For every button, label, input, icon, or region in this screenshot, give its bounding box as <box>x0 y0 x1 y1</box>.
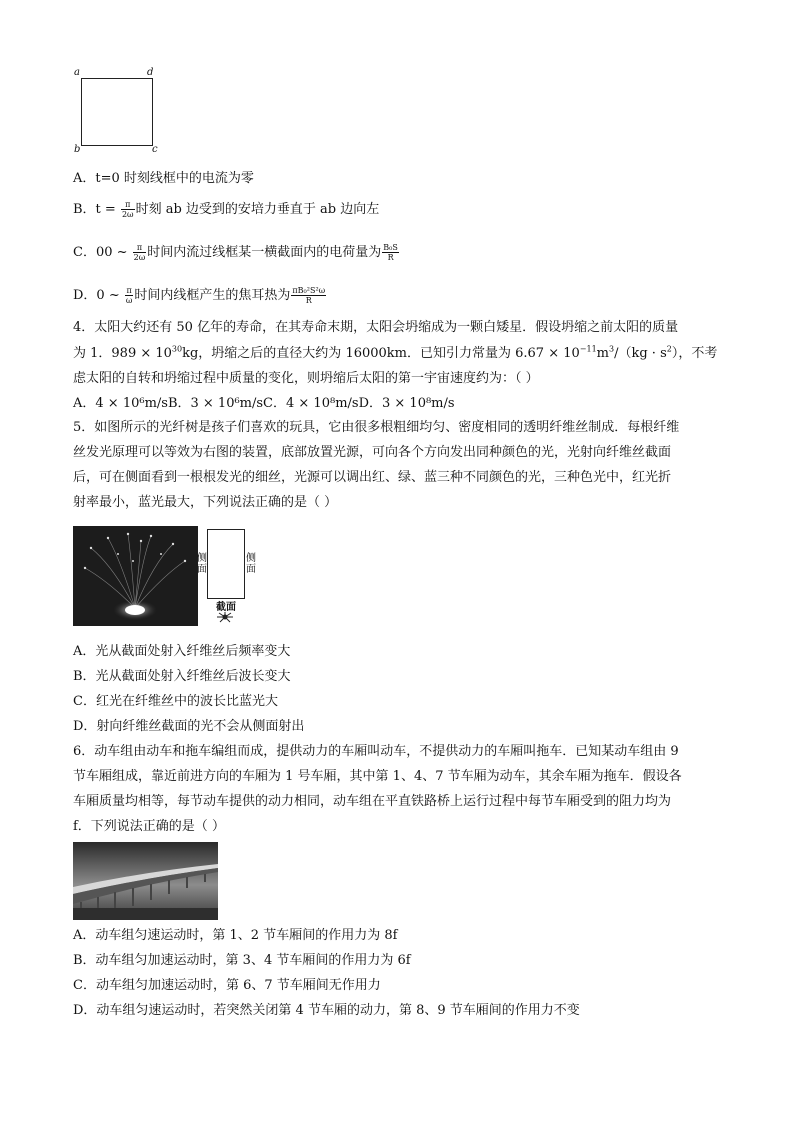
light-source-icon <box>216 611 234 627</box>
q5-stem-line3: 后，可在侧面看到一根根发光的细丝，光源可以调出红、绿、蓝三种不同颜色的光，三种色光中，红光折 <box>73 470 672 485</box>
q5-option-b: B．光从截面处射入纤维丝后波长变大 <box>73 669 291 684</box>
q6-option-c: C．动车组匀加速运动时，第 6、7 节车厢间无作用力 <box>73 978 381 993</box>
q5-option-c: C．红光在纤维丝中的波长比蓝光大 <box>73 694 278 709</box>
q6-stem-line3: 车厢质量均相等，每节动车提供的动力相同，动车组在平直铁路桥上运行过程中每节车厢受到的阻力均为 <box>73 794 672 809</box>
q5-stem-line2: 丝发光原理可以等效为右图的装置，底部放置光源，可向各个方向发出同种颜色的光，光射向纤维丝截面 <box>73 445 672 460</box>
label-a: a <box>74 67 80 78</box>
q4-stem-line3: 虑太阳的自转和坍缩过程中质量的变化，则坍缩后太阳的第一宇宙速度约为：（ ） <box>73 371 539 386</box>
q6-option-d: D．动车组匀速运动时，若突然关闭第 4 节车厢的动力，第 8、9 节车厢间的作用力不变 <box>73 1003 580 1018</box>
q4-stem-line2: 为 1．$989 \times 10^{30}kg$，坍缩之后的直径大约为 16000km．已知引力常量为 $6.67 \times 10^{-11}m^3/(kg \cdot s^2)$，不考 <box>73 344 718 361</box>
q3-option-c: C．00 ~ $\frac{\pi}{2\omega}$ 时间内流过线框某一横截面内的电荷量为 $\frac{\text{B₀S}}{R}$ <box>73 243 398 262</box>
q5-option-a: A．光从截面处射入纤维丝后频率变大 <box>73 644 291 659</box>
fiber-tree-photo <box>73 526 198 626</box>
q6-option-a: A．动车组匀速运动时，第 1、2 节车厢间的作用力为 8f <box>73 928 398 943</box>
cross-section-label: 截面 <box>216 602 236 613</box>
q4-stem-line1: 4．太阳大约还有 50 亿年的寿命，在其寿命末期，太阳会坍缩成为一颗白矮星．假设坍缩之前太阳的质量 <box>73 320 679 335</box>
q6-stem-line2: 节车厢组成，靠近前进方向的车厢为 1 号车厢，其中第 1、4、7 节车厢为动车，其余车厢为拖车．假设各 <box>73 769 682 784</box>
side-left-label: 侧面 <box>197 553 207 575</box>
q6-stem-line1: 6．动车组由动车和拖车编组而成，提供动力的车厢叫动车，不提供动力的车厢叫拖车．已知某动车组由 9 <box>73 744 679 759</box>
q3-option-d: D．0 ~ $\frac{\pi}{\omega}$ 时间内线框产生的焦耳热为 $\frac{\text{πB₀²S²ω}}{R}$ <box>73 286 326 305</box>
q3-option-b: B．t = $\frac{\pi}{2\omega}$ 时刻 ab 边受到的安培力垂直于 ab 边向左 <box>73 200 380 219</box>
q5-option-d: D．射向纤维丝截面的光不会从侧面射出 <box>73 719 305 734</box>
label-c: c <box>152 144 158 155</box>
wire-frame-square <box>81 78 153 146</box>
q6-stem-line4: f．下列说法正确的是（ ） <box>73 819 225 834</box>
side-right-label: 侧面 <box>246 553 256 575</box>
label-d: d <box>147 67 154 78</box>
train-bridge-photo <box>73 842 218 920</box>
q3-option-a: A．t=0 时刻线框中的电流为零 <box>73 171 254 186</box>
q5-stem-line4: 射率最小，蓝光最大，下列说法正确的是（ ） <box>73 495 338 510</box>
label-b: b <box>74 144 81 155</box>
q5-stem-line1: 5．如图所示的光纤树是孩子们喜欢的玩具，它由很多根粗细均匀、密度相同的透明纤维丝制成．每根纤维 <box>73 420 680 435</box>
q4-options: A．4 × 10⁶m/sB．3 × 10⁶m/sC．4 × 10⁸m/sD．3 × 10⁸m/s <box>73 396 455 411</box>
fiber-diagram-rect <box>207 529 245 599</box>
q6-option-b: B．动车组匀加速运动时，第 3、4 节车厢间的作用力为 6f <box>73 953 411 968</box>
